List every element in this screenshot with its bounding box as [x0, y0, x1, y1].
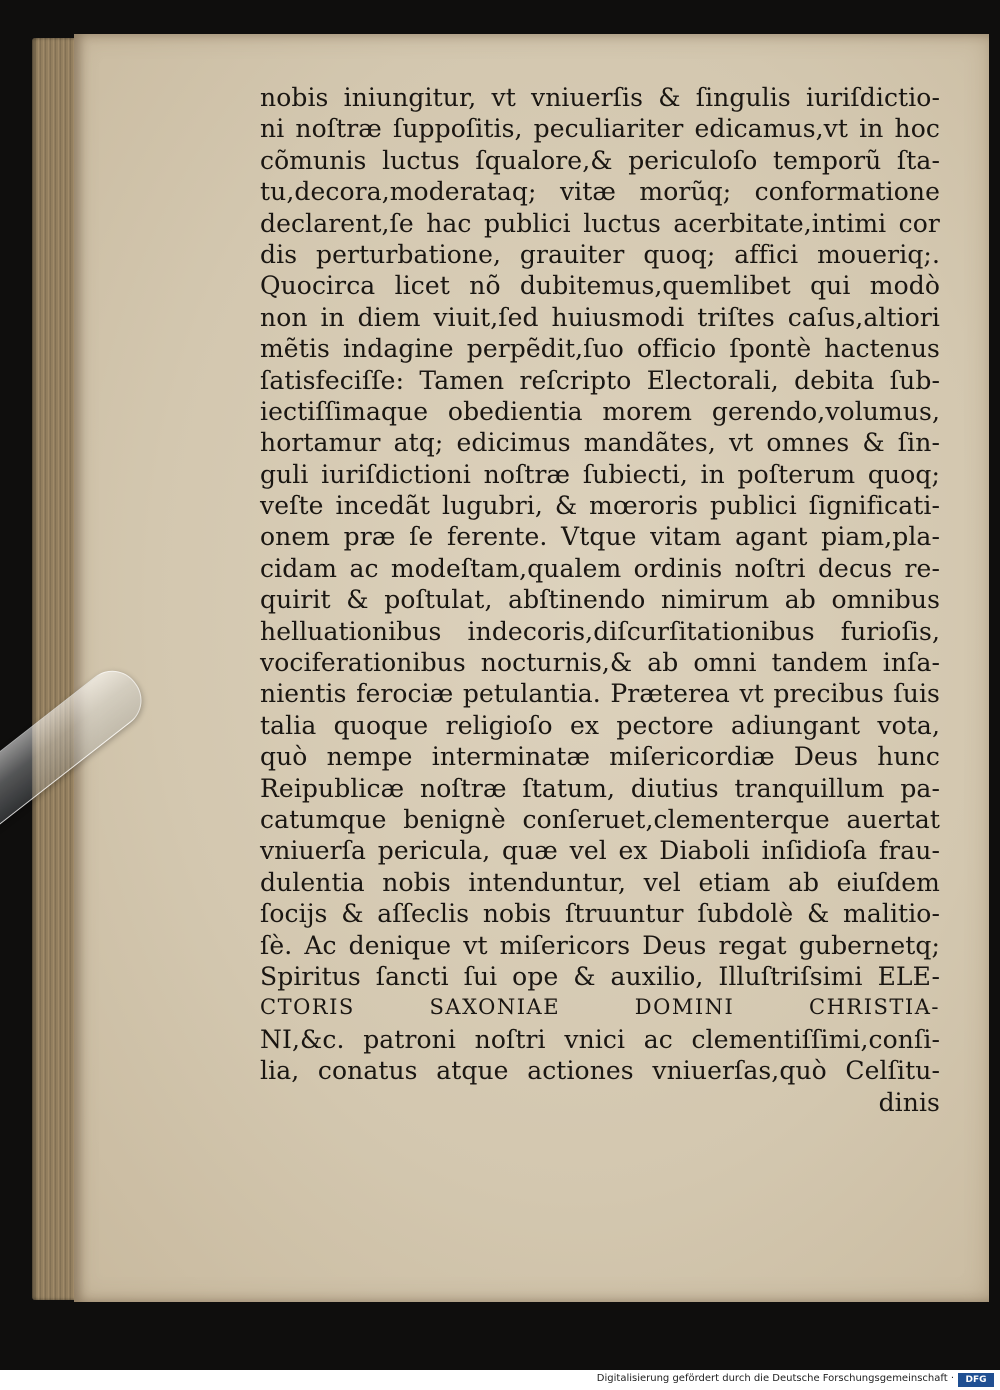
- text-line-24: catumque benignè conſeruet,clementerque auertat: [260, 804, 940, 834]
- catchword: dinis: [878, 1087, 940, 1117]
- text-line-29: Spiritus ſancti ſui ope & auxilio, Illuſtriſsimi ELE-: [260, 961, 940, 991]
- text-line-4: tu,decora,moderataq; vitæ morũq; conformatione: [260, 177, 940, 207]
- text-line-21: talia quoque religioſo ex pectore adiungant vota,: [260, 710, 940, 740]
- text-line-16: cidam ac modeſtam,qualem ordinis noſtri decus re-: [260, 553, 940, 583]
- text-line-10: ſatisfeciſſe: Tamen reſcripto Electorali, debita ſub-: [260, 365, 940, 395]
- book-page-edges: [32, 38, 78, 1300]
- text-line-27: ſocijs & aſſeclis nobis ſtruuntur ſubdolè & malitio-: [260, 899, 940, 929]
- text-line-20: nientis ferociæ petulantia. Præterea vt precibus ſuis: [260, 679, 940, 709]
- text-line-13: guli iuriſdictioni noſtræ ſubiecti, in poſterum quoq;: [260, 459, 940, 489]
- text-line-22: quò nempe interminatæ miſericordiæ Deus hunc: [260, 742, 940, 772]
- text-line-8: non in diem viuit,ſed huiusmodi triſtes caſus,altiori: [260, 302, 940, 332]
- text-line-6: dis perturbatione, grauiter quoq; affici moueriq;.: [260, 239, 940, 269]
- text-line-25: vniuerſa pericula, quæ vel ex Diaboli inſidioſa frau-: [260, 836, 940, 866]
- text-line-31: NI,&c. patroni noſtri vnici ac clementiſſimi,conſi-: [260, 1024, 940, 1054]
- text-line-12: hortamur atq; edicimus mandãtes, vt omnes & ſin-: [260, 428, 940, 458]
- text-line-14: veſte incedãt lugubri, & mœroris publici ſignificati-: [260, 491, 940, 521]
- text-line-19: vociferationibus nocturnis,& ab omni tandem inſa-: [260, 648, 940, 678]
- text-line-18: helluationibus indecoris,diſcurſitationibus furioſis,: [260, 616, 940, 646]
- text-line-1: nobis iniungitur, vt vniuerſis & ſingulis iuriſdictio-: [260, 83, 940, 112]
- dfg-logo-icon: DFG: [958, 1373, 994, 1387]
- funding-credit: Digitalisierung gefördert durch die Deutsche Forschungsgemeinschaft ·: [596, 1373, 954, 1384]
- text-line-23: Reipublicæ noſtræ ſtatum, diutius tranquillum pa-: [260, 773, 940, 803]
- text-line-11: iectiſſimaque obedientia morem gerendo,volumus,: [260, 396, 940, 426]
- text-line-32: lia, conatus atque actiones vniuerſas,quò Celſitu-: [260, 1056, 940, 1086]
- book-page: [74, 34, 989, 1302]
- text-line-15: onem præ ſe ferente. Vtque vitam agant piam,pla-: [260, 522, 940, 552]
- text-line-5: declarent,ſe hac publici luctus acerbitate,intimi cor: [260, 208, 940, 238]
- text-line-7: Quocirca licet nõ dubitemus,quemlibet qui modò: [260, 271, 940, 301]
- text-line-30: CTORIS SAXONIAE DOMINI CHRISTIA-: [260, 995, 940, 1020]
- text-line-26: dulentia nobis intenduntur, vel etiam ab eiuſdem: [260, 867, 940, 897]
- text-line-17: quirit & poſtulat, abſtinendo nimirum ab omnibus: [260, 585, 940, 615]
- text-line-28: ſè. Ac denique vt miſericors Deus regat gubernetq;: [260, 930, 940, 960]
- text-line-3: cõmunis luctus ſqualore,& periculoſo temporũ ſta-: [260, 145, 940, 175]
- text-line-2: ni noſtræ ſuppoſitis, peculiariter edicamus,vt in hoc: [260, 114, 940, 144]
- text-line-9: mẽtis indagine perpẽdit,ſuo officio ſpontè hactenus: [260, 334, 940, 364]
- digitization-footer: [0, 1370, 1000, 1390]
- page-text-block: [260, 82, 940, 1118]
